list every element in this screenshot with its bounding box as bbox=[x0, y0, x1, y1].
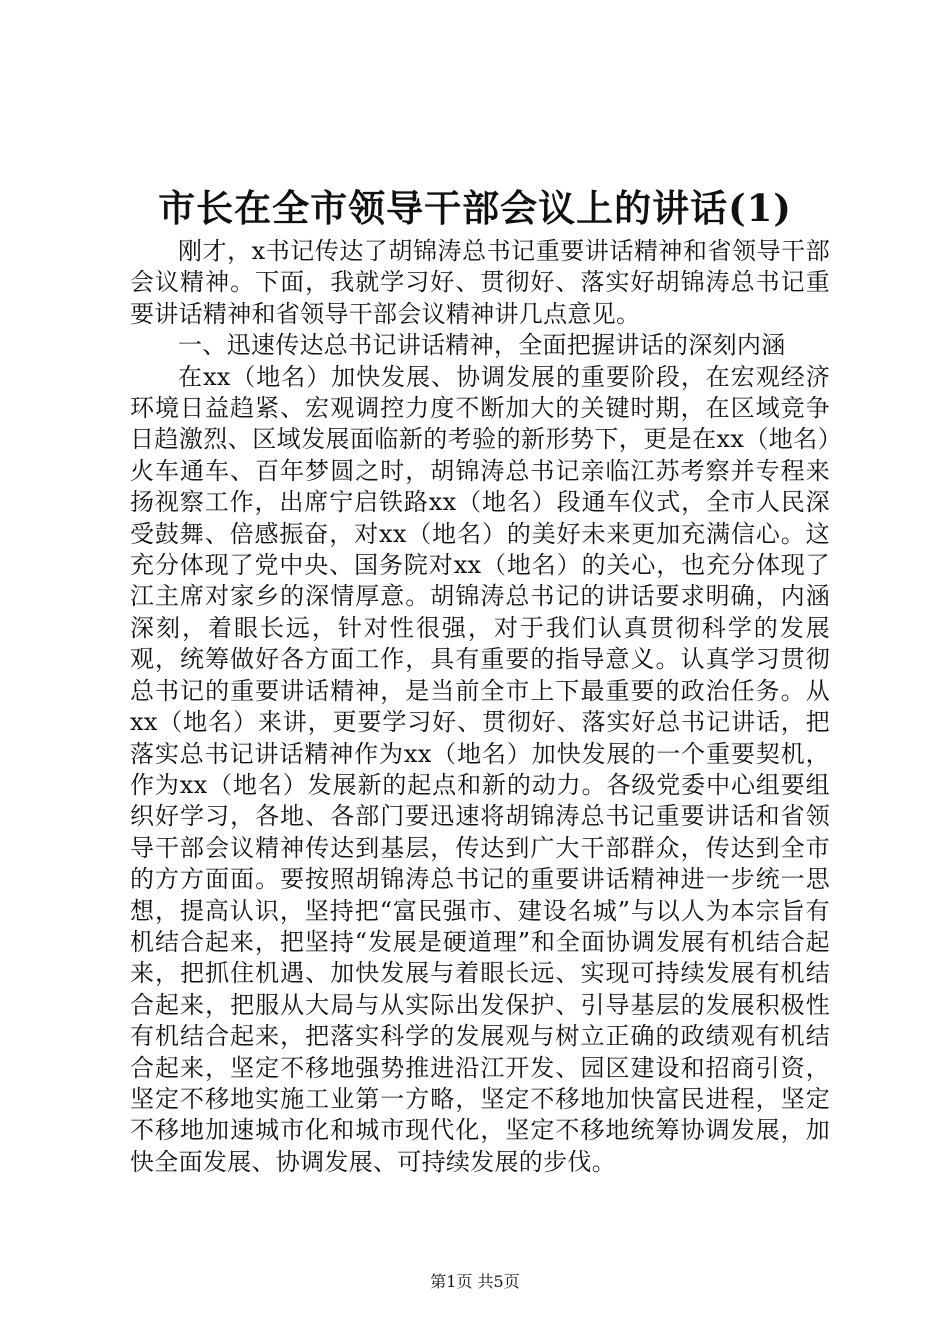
document-title: 市长在全市领导干部会议上的讲话(1) bbox=[158, 186, 792, 230]
body-paragraph: 在xx（地名）加快发展、协调发展的重要阶段，在宏观经济环境日益趋紧、宏观调控力度不断加大的关键时期，在区域竞争日趋激烈、区域发展面临新的考验的新形势下，更是在xx（地名）火车通车、百年梦圆之时，胡锦涛总书记亲临江苏考察并专程来扬视察工作，出席宁启铁路xx（地名）段通车仪式，全市人民深受鼓舞、倍感振奋，对xx（地名）的美好未来更加充满信心。这充分体现了党中央、国务院对xx（地名）的关心，也充分体现了江主席对家乡的深情厚意。胡锦涛总书记的讲话要求明确，内涵深刻，着眼长远，针对性很强，对于我们认真贯彻科学的发展观，统筹做好各方面工作，具有重要的指导意义。认真学习贯彻总书记的重要讲话精神，是当前全市上下最重要的政治任务。从xx（地名）来讲，更要学习好、贯彻好、落实好总书记讲话，把落实总书记讲话精神作为xx（地名）加快发展的一个重要契机，作为xx（地名）发展新的起点和新的动力。各级党委中心组要组织好学习，各地、各部门要迅速将胡锦涛总书记重要讲话和省领导干部会议精神传达到基层，传达到广大干部群众，传达到全市的方方面面。要按照胡锦涛总书记的重要讲话精神进一步统一思想，提高认识，坚持把“富民强市、建设名城”与以人为本宗旨有机结合起来，把坚持“发展是硬道理”和全面协调发展有机结合起来，把抓住机遇、加快发展与着眼长远、实现可持续发展有机结合起来，把服从大局与从实际出发保护、引导基层的发展积极性有机结合起来，把落实科学的发展观与树立正确的政绩观有机结合起来，坚定不移地强势推进沿江开发、园区建设和招商引资，坚定不移地实施工业第一方略，坚定不移地加快富民进程，坚定不移地加速城市化和城市现代化，坚定不移地统筹协调发展，加快全面发展、协调发展、可持续发展的步伐。 bbox=[130, 362, 830, 1176]
intro-paragraph: 刚才，x书记传达了胡锦涛总书记重要讲话精神和省领导干部会议精神。下面，我就学习好、贯彻好、落实好胡锦涛总书记重要讲话精神和省领导干部会议精神讲几点意见。 bbox=[130, 237, 830, 328]
section-heading: 一、迅速传达总书记讲话精神，全面把握讲话的深刻内涵 bbox=[178, 331, 786, 360]
page-footer: 第1页 共5页 bbox=[430, 1272, 520, 1291]
document-body bbox=[130, 236, 830, 1178]
